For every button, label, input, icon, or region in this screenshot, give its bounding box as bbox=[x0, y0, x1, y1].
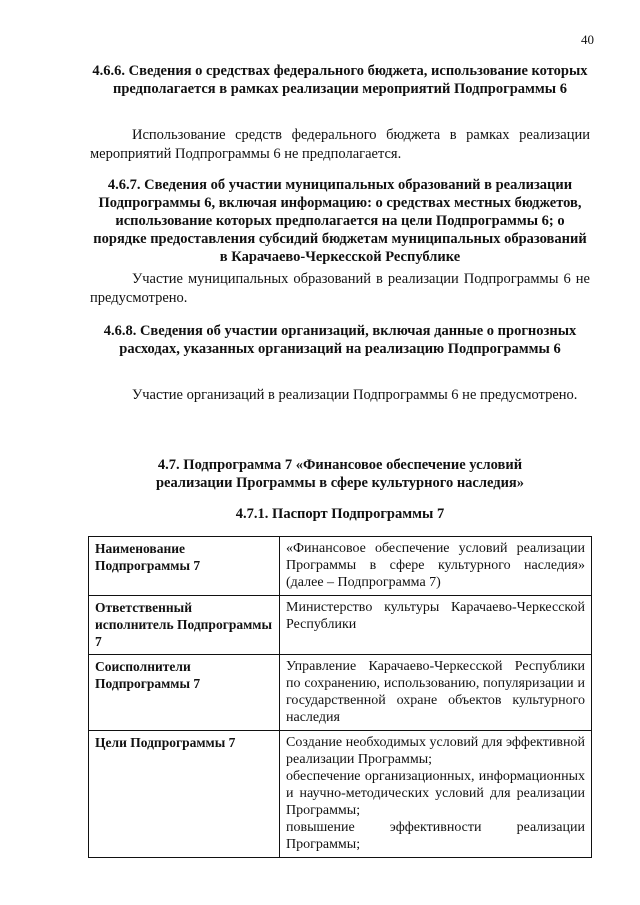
section-heading-4-6-6: 4.6.6. Сведения о средствах федерального бюджета, использование которых предполагается в рамках реализации мероприятий Подпрограммы 6 bbox=[92, 63, 588, 97]
table-label-cell: Соисполнители Подпрограммы 7 bbox=[89, 655, 280, 731]
goal-line: повышение эффективности реализации Программы; bbox=[286, 820, 585, 852]
section-text-4-6-6: Использование средств федерального бюджета в рамках реализации мероприятий Подпрограммы 6 не предполагается. bbox=[90, 127, 590, 162]
table-row bbox=[89, 655, 592, 731]
table-value-cell bbox=[280, 731, 592, 858]
table-row bbox=[89, 731, 592, 858]
section-text-4-6-8: Участие организаций в реализации Подпрограммы 6 не предусмотрено. bbox=[132, 387, 578, 403]
section-heading-4-6-7: 4.6.7. Сведения об участии муниципальных образований в реализации Подпрограммы 6, включая информацию: о средствах местных бюджетов, использование которых предполагается на цели Подпрограммы 6; о порядке предоставления субсидий бюджетам муниципальных образований в Карачаево-Черкесской Республике bbox=[93, 177, 587, 265]
passport-table bbox=[88, 536, 592, 858]
page-number: 40 bbox=[581, 32, 594, 47]
table-value-cell: Министерство культуры Карачаево-Черкесской Республики bbox=[280, 596, 592, 655]
table-label-cell: Наименование Подпрограммы 7 bbox=[89, 537, 280, 596]
table-label-cell: Ответственный исполнитель Подпрограммы 7 bbox=[89, 596, 280, 655]
table-row bbox=[89, 596, 592, 655]
table-value-cell: Управление Карачаево-Черкесской Республики по сохранению, использованию, популяризации и государственной охране объектов культурного наследия bbox=[280, 655, 592, 731]
goal-line: обеспечение организационных, информационных и научно-методических условий для реализации Программы; bbox=[286, 769, 585, 818]
section-heading-4-6-8: 4.6.8. Сведения об участии организаций, включая данные о прогнозных расходах, указанных организаций на реализацию Подпрограммы 6 bbox=[103, 323, 577, 357]
table-row bbox=[89, 537, 592, 596]
section-heading-4-7-1: 4.7.1. Паспорт Подпрограммы 7 bbox=[235, 506, 445, 522]
section-heading-4-7: 4.7. Подпрограмма 7 «Финансовое обеспечение условий реализации Программы в сфере культурного наследия» bbox=[155, 457, 525, 491]
table-value-cell: «Финансовое обеспечение условий реализации Программы в сфере культурного наследия» (далее – Подпрограмма 7) bbox=[280, 537, 592, 596]
goal-line: Создание необходимых условий для эффективной реализации Программы; bbox=[286, 735, 585, 767]
table-label-cell: Цели Подпрограммы 7 bbox=[89, 731, 280, 858]
section-text-4-6-7: Участие муниципальных образований в реализации Подпрограммы 6 не предусмотрено. bbox=[90, 271, 590, 306]
